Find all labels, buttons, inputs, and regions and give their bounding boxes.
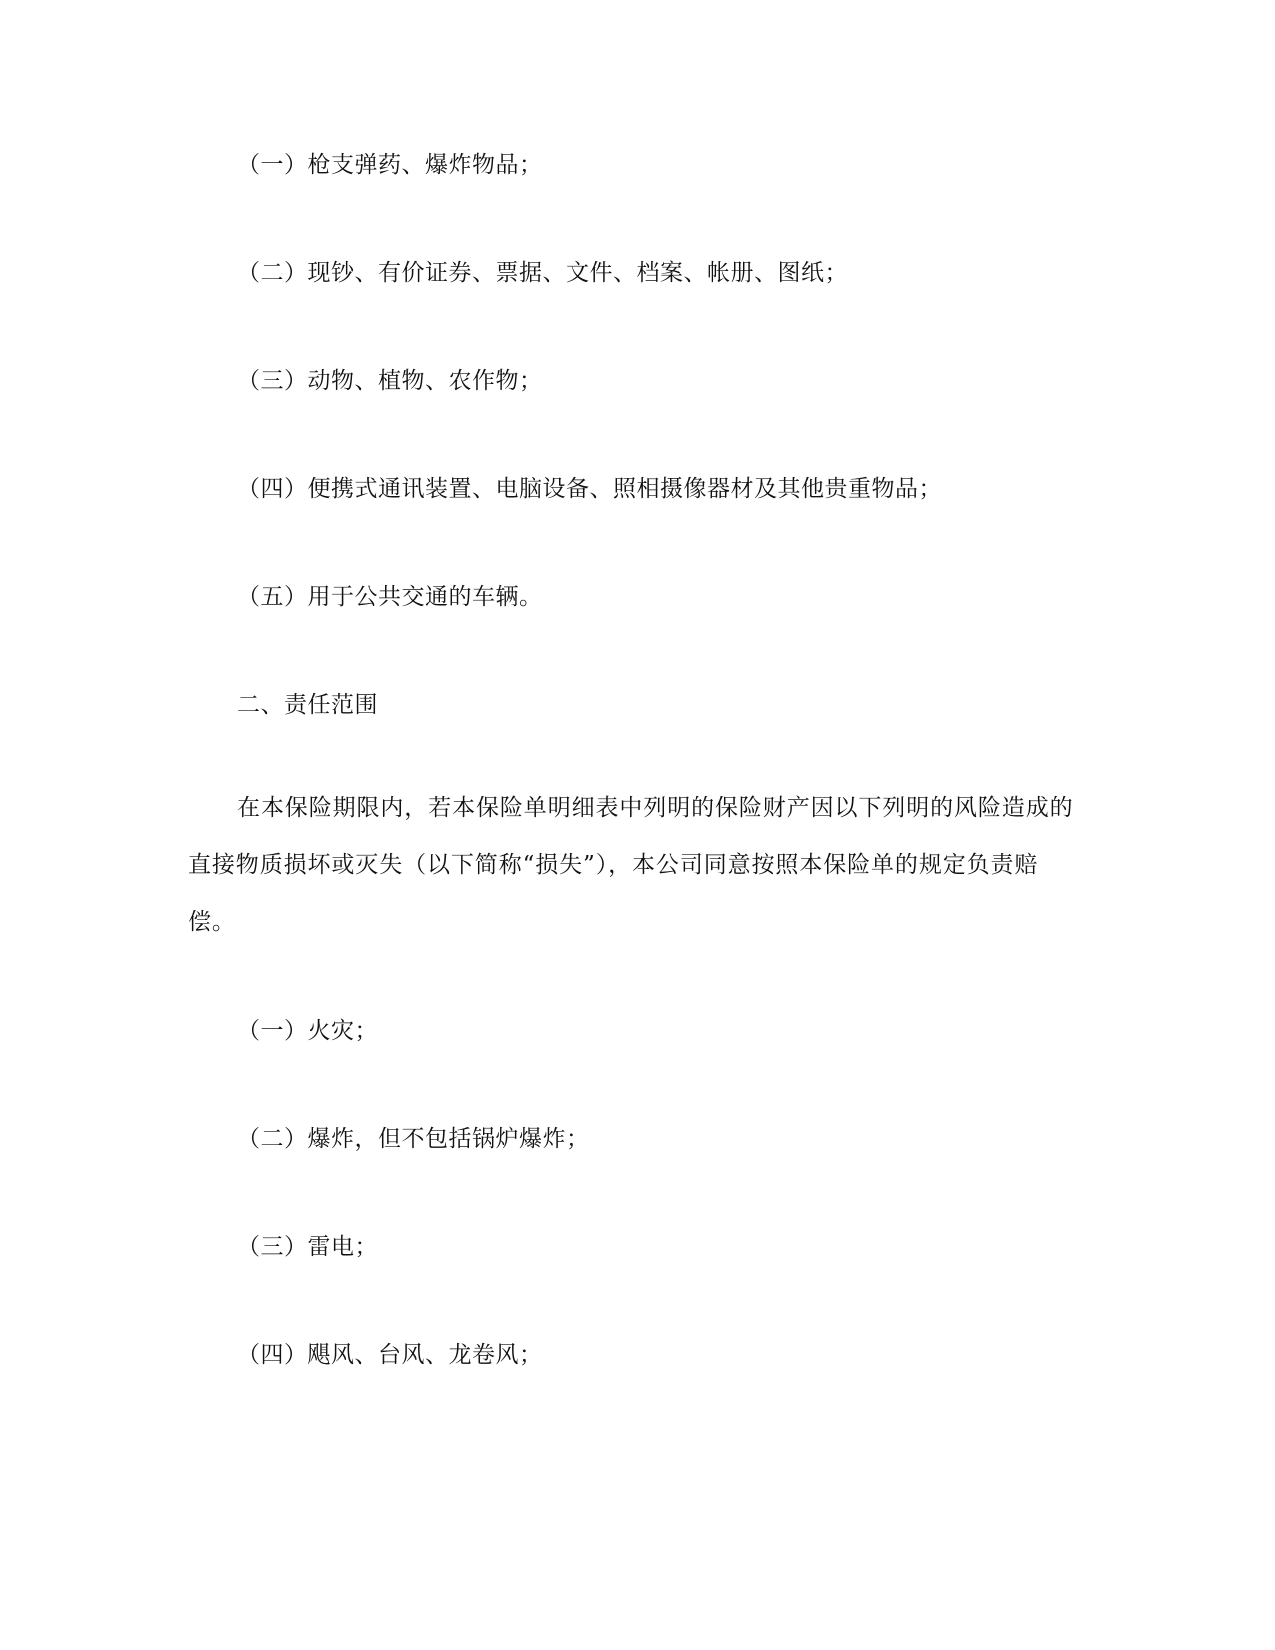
- covered-risk-item: （二）爆炸，但不包括锅炉爆炸；: [237, 1126, 590, 1152]
- covered-risk-item: （一）火灾；: [237, 1018, 378, 1044]
- exclusion-item: （二）现钞、有价证券、票据、文件、档案、帐册、图纸；: [237, 260, 848, 286]
- covered-risk-item: （四）飓风、台风、龙卷风；: [237, 1342, 543, 1368]
- exclusion-item: （一）枪支弹药、爆炸物品；: [237, 152, 543, 178]
- exclusion-item: （五）用于公共交通的车辆。: [237, 584, 543, 610]
- exclusion-item: （三）动物、植物、农作物；: [237, 368, 543, 394]
- section-intro-paragraph: 在本保险期限内，若本保险单明细表中列明的保险财产因以下列明的风险造成的直接物质损坏或灭失（以下简称“损失”），本公司同意按照本保险单的规定负责赔偿。: [188, 795, 1074, 935]
- section-heading: 二、责任范围: [237, 692, 378, 718]
- exclusion-item: （四）便携式通讯装置、电脑设备、照相摄像器材及其他贵重物品；: [237, 476, 942, 502]
- covered-risk-item: （三）雷电；: [237, 1234, 378, 1260]
